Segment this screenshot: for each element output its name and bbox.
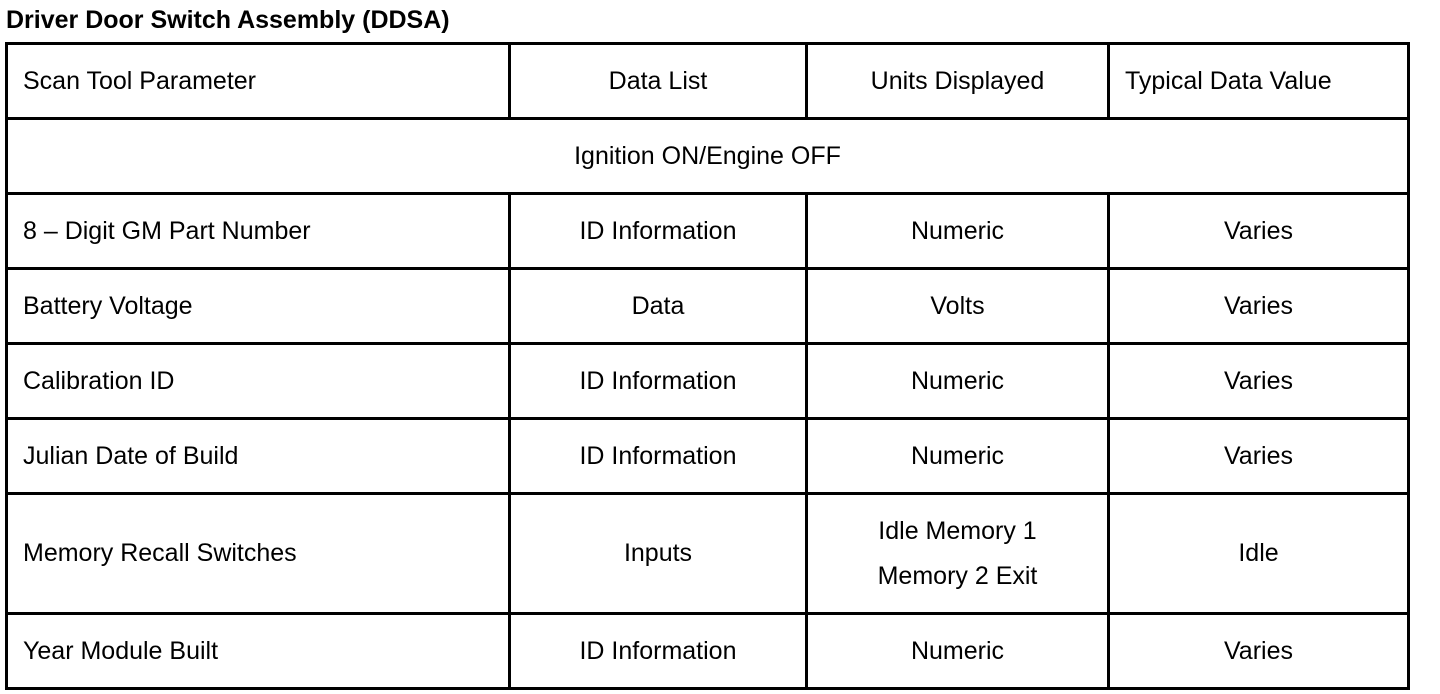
- cell-units: [807, 494, 1109, 614]
- cell-data-list: Data: [510, 269, 807, 344]
- cell-units-line: Memory 2 Exit: [877, 561, 1038, 590]
- cell-units: Numeric: [807, 614, 1109, 689]
- cell-typical-value: Idle: [1109, 494, 1409, 614]
- cell-parameter: Calibration ID: [7, 344, 510, 419]
- header-data-list: Data List: [510, 44, 807, 119]
- cell-units-line: Idle Memory 1: [878, 516, 1037, 545]
- cell-data-list: ID Information: [510, 344, 807, 419]
- table-row: [7, 419, 1409, 494]
- cell-typical-value: Varies: [1109, 269, 1409, 344]
- cell-data-list: Inputs: [510, 494, 807, 614]
- cell-parameter: Julian Date of Build: [7, 419, 510, 494]
- table-row: [7, 194, 1409, 269]
- scan-tool-data-table: [5, 42, 1410, 690]
- cell-parameter: Battery Voltage: [7, 269, 510, 344]
- header-typical-data-value: Typical Data Value: [1109, 44, 1409, 119]
- table-row: [7, 494, 1409, 614]
- document-title: Driver Door Switch Assembly (DDSA): [6, 6, 450, 34]
- cell-data-list: ID Information: [510, 194, 807, 269]
- cell-units: Numeric: [807, 194, 1109, 269]
- cell-parameter: 8 – Digit GM Part Number: [7, 194, 510, 269]
- cell-typical-value: Varies: [1109, 419, 1409, 494]
- cell-data-list: ID Information: [510, 419, 807, 494]
- cell-typical-value: Varies: [1109, 614, 1409, 689]
- cell-parameter: Memory Recall Switches: [7, 494, 510, 614]
- header-units-displayed: Units Displayed: [807, 44, 1109, 119]
- cell-data-list: ID Information: [510, 614, 807, 689]
- cell-parameter: Year Module Built: [7, 614, 510, 689]
- cell-units: Numeric: [807, 344, 1109, 419]
- table-row: [7, 614, 1409, 689]
- table-row: [7, 344, 1409, 419]
- header-scan-tool-parameter: Scan Tool Parameter: [7, 44, 510, 119]
- cell-typical-value: Varies: [1109, 344, 1409, 419]
- table-header-row: [7, 44, 1409, 119]
- section-label: Ignition ON/Engine OFF: [7, 119, 1409, 194]
- cell-typical-value: Varies: [1109, 194, 1409, 269]
- section-row: [7, 119, 1409, 194]
- table-row: [7, 269, 1409, 344]
- cell-units: Numeric: [807, 419, 1109, 494]
- cell-units: Volts: [807, 269, 1109, 344]
